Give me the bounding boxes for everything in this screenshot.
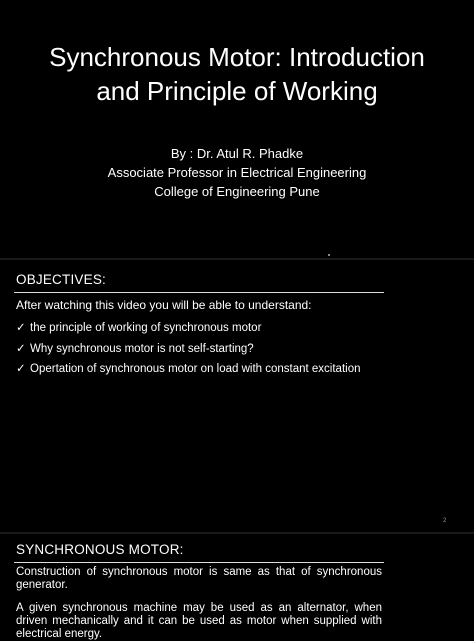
- objectives-heading: OBJECTIVES:: [16, 272, 106, 287]
- objective-item: [16, 339, 361, 360]
- author-institute: College of Engineering Pune: [154, 184, 320, 199]
- objectives-list: [16, 318, 361, 380]
- objective-text: Opertation of synchronous motor on load with constant excitation: [30, 363, 361, 375]
- heading-rule: [14, 562, 384, 563]
- objective-text: the principle of working of synchronous motor: [30, 322, 262, 334]
- objective-text: Why synchronous motor is not self-starting?: [30, 342, 254, 355]
- author-block: [0, 144, 474, 201]
- check-icon: ✓: [16, 342, 26, 355]
- objective-item: [16, 318, 361, 339]
- objective-item: [16, 359, 361, 380]
- title-slide: [0, 0, 474, 258]
- section-heading: SYNCHRONOUS MOTOR:: [16, 542, 184, 557]
- title-line-1: Synchronous Motor: Introduction: [49, 42, 425, 72]
- title-line-2: and Principle of Working: [96, 76, 378, 106]
- synchronous-motor-slide: [0, 534, 474, 640]
- slide-dot-mark: [328, 254, 330, 256]
- page-number: 2: [443, 518, 447, 524]
- check-icon: ✓: [16, 363, 26, 375]
- objectives-slide: [0, 260, 474, 532]
- author-designation: Associate Professor in Electrical Engineering: [107, 165, 367, 180]
- paragraph-construction: Construction of synchronous motor is same as that of synchronous generator.: [16, 566, 382, 591]
- objectives-lead: After watching this video you will be able to understand:: [16, 298, 312, 312]
- slide-title: [0, 40, 474, 108]
- paragraph-alternator-motor: A given synchronous machine may be used as an alternator, when driven mechanically and it can be used as motor when supplied with electrical energy.: [16, 602, 382, 640]
- author-name: By : Dr. Atul R. Phadke: [170, 146, 304, 161]
- heading-rule: [14, 292, 384, 293]
- check-icon: ✓: [16, 322, 26, 334]
